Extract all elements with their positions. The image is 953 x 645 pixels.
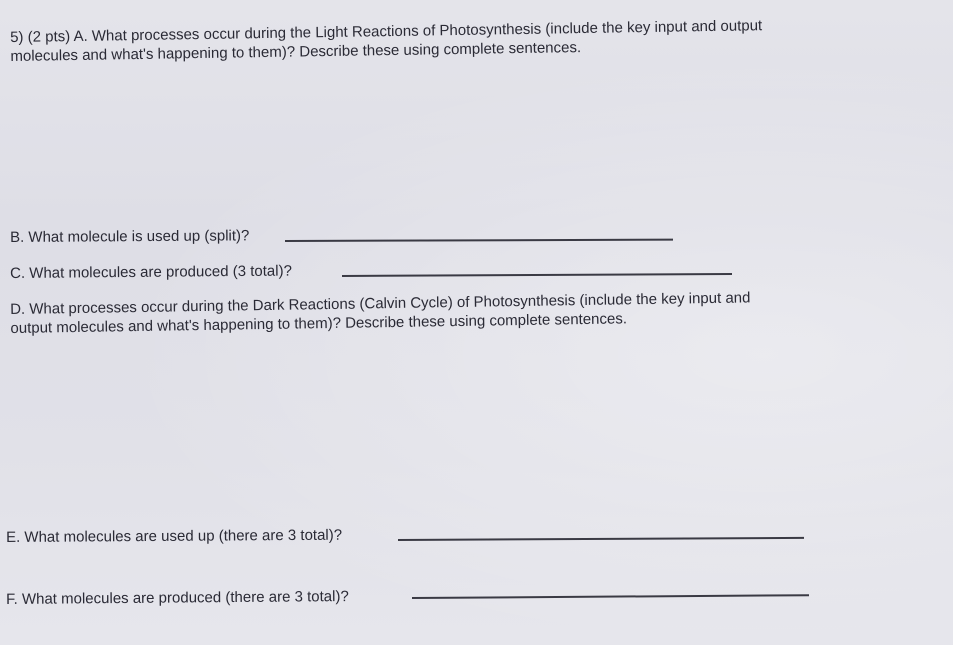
question-a [10,16,763,66]
question-a-line-2: molecules and what's happening to them)? Describe these using complete sentences. [10,39,582,65]
question-e: E. What molecules are used up (there are 3 total)? [6,526,343,546]
answer-line-b [285,239,673,242]
answer-line-f [412,594,809,598]
question-d-line-1: D. What processes occur during the Dark Reactions (Calvin Cycle) of Photosynthesis (include the key input and [10,289,751,318]
question-c: C. What molecules are produced (3 total)? [10,262,292,282]
question-f: F. What molecules are produced (there are 3 total)? [6,588,349,608]
question-a-line-1: 5) (2 pts) A. What processes occur during the Light Reactions of Photosynthesis (include the key input and output [10,17,763,46]
answer-line-e [398,537,804,541]
question-d-line-2: output molecules and what's happening to them)? Describe these using complete sentences. [10,310,628,337]
answer-line-c [342,273,732,277]
question-d [10,288,751,338]
question-b: B. What molecule is used up (split)? [10,227,250,246]
